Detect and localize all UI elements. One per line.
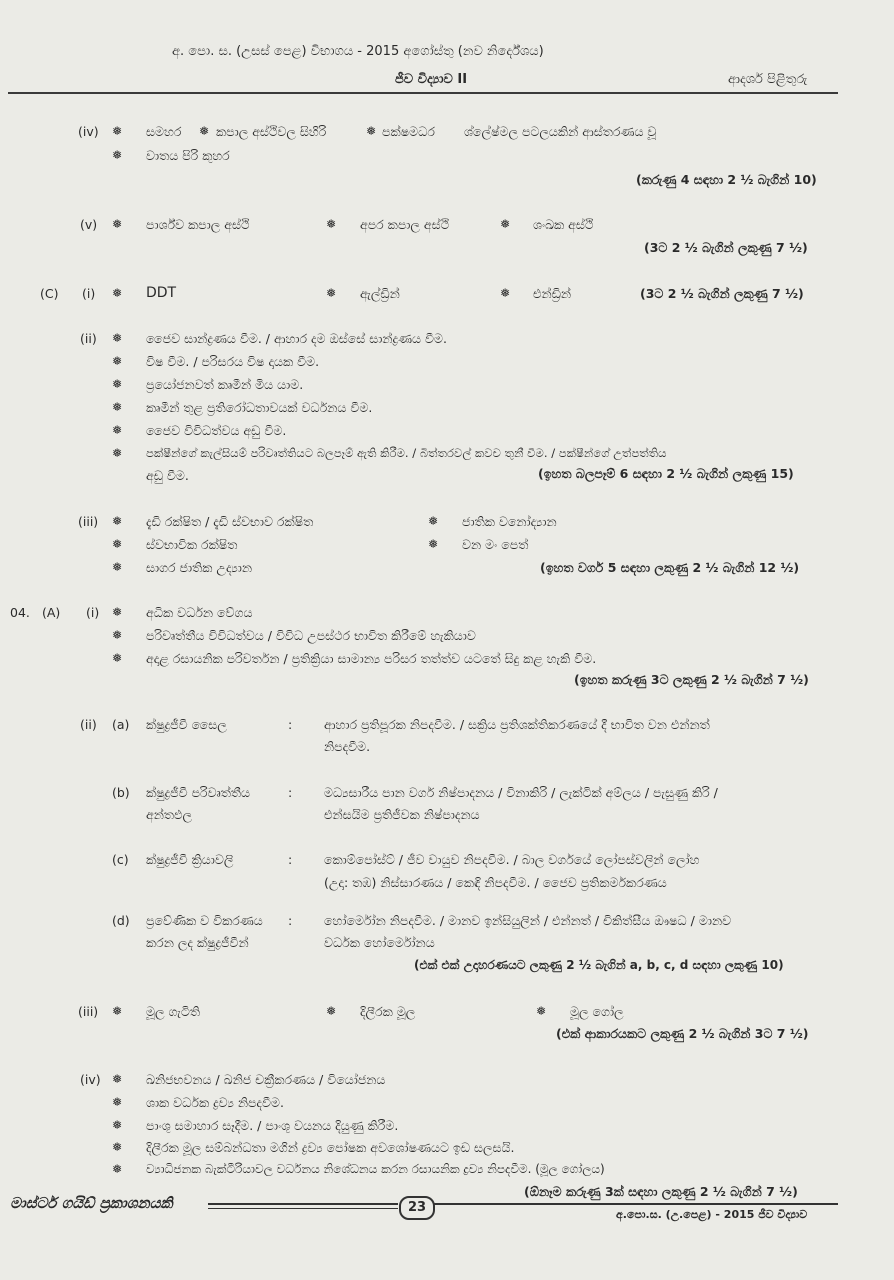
q4-ii-term: ක්ෂුද්‍රජීවී පරිවෘත්තීය — [146, 785, 250, 800]
q4-ii-number: (ii) — [80, 717, 97, 732]
q4-i-item: පරිවෘත්තීය විවිධත්වය / විවිධ උපස්ථර භාවිත කිරීමේ හැකියාව — [146, 628, 476, 643]
page-number: 23 — [399, 1196, 435, 1220]
bullet-icon: ❅ — [112, 124, 123, 138]
exam-title: අ. පො. ස. (උසස් පෙළ) විභාගය - 2015 අගෝස්තු (නව නිර්දේශය) — [172, 44, 544, 59]
q3c-label: (C) — [40, 286, 59, 301]
q3b-iv-item: කපාල අස්ථිවල සිහිරි — [216, 124, 327, 139]
bullet-icon: ❅ — [326, 217, 337, 231]
q4-i-item: අදාළ රසායනික පරිවර්තන / ප්‍රතික්‍රියා සාමාන්‍ය පරිසර තත්ත්ව යටතේ සිදු කළ හැකි වීම. — [146, 651, 597, 666]
q3b-iv-item: පක්ෂමධර — [382, 124, 435, 139]
q4-label: (A) — [42, 605, 61, 620]
bullet-icon: ❅ — [112, 651, 123, 665]
publisher-name: මාස්ටර් ගයිඩ් ප්‍රකාශනයකි — [10, 1194, 173, 1212]
q4-ii-term: ක්ෂුද්‍රජීවී සෛල — [146, 717, 227, 732]
q3c-ii-item: පක්ෂීන්ගේ කැල්සියම් පරිවෘත්තියට බලපෑම් ඇති කිරීම. / බිත්තරවල් කවච තුනී වීම. / පක්ෂීන්ගේ උත්පත්තිය — [146, 446, 667, 460]
q3b-iv-item: ශ්ලේෂ්මල පටලයකින් ආස්තරණය වූ — [464, 124, 657, 139]
colon: : — [288, 913, 293, 928]
q4-number: 04. — [10, 605, 30, 620]
q4-ii-term: කරන ලද ක්ෂුද්‍රජීවීන් — [146, 935, 249, 950]
q4-iv-item: ව්‍යාධිජනක බැක්ටීරියාවල වර්ධනය නිශේධනය කරන රසායනික ද්‍රව්‍ය නිපදවීම. (මූල ගෝලය) — [146, 1162, 605, 1176]
q3c-iii-item: ස්වභාවික රක්ෂිත — [146, 537, 238, 552]
q3c-ii-marks: (ඉහත බලපෑම් 6 සඳහා 2 ½ බැගින් ලකුණු 15) — [538, 466, 794, 481]
bullet-icon: ❅ — [112, 377, 123, 391]
colon: : — [288, 717, 293, 732]
bullet-icon: ❅ — [112, 1118, 123, 1132]
bullet-icon: ❅ — [428, 537, 439, 551]
bullet-icon: ❅ — [112, 286, 123, 300]
q3c-ii-item: ජෛව සාන්ද්‍රණය වීම. / ආහාර දම ඔස්සේ සාන්ද්‍රණය වීම. — [146, 331, 447, 346]
q4-i-item: අධික වර්ධන වේගය — [146, 605, 253, 620]
bullet-icon: ❅ — [366, 124, 377, 138]
bullet-icon: ❅ — [199, 124, 210, 138]
q3c-iii-number: (iii) — [78, 514, 99, 529]
q4-iv-marks: (ඕනෑම කරුණු 3ක් සඳහා ලකුණු 2 ½ බැගින් 7 ½) — [524, 1184, 798, 1199]
q3c-iii-marks: (ඉහත වර්ග 5 සඳහා ලකුණු 2 ½ බැගින් 12 ½) — [540, 560, 800, 575]
q3c-ii-item: කෘමීන් තුළ ප්‍රතිරෝධතාවයක් වර්ධනය වීම. — [146, 400, 373, 415]
q4-iii-marks: (එක් ආකාරයකට ලකුණු 2 ½ බැගින් 3ට 7 ½) — [556, 1026, 809, 1041]
q3c-i-item: එන්ඩ්‍රින් — [533, 286, 572, 301]
q4-ii-marks: (එක් එක් උදාහරණයට ලකුණු 2 ½ බැගින් a, b, c, d සඳහා ලකුණු 10) — [414, 958, 784, 972]
bullet-icon: ❅ — [326, 286, 337, 300]
q3c-iii-item: දැඩි රක්ෂිත / දැඩි ස්වභාව රක්ෂිත — [146, 514, 314, 529]
q3b-iv-marks: (කරුණු 4 සඳහා 2 ½ බැගින් 10) — [636, 172, 817, 187]
q4-ii-letter: (b) — [112, 785, 130, 800]
bullet-icon: ❅ — [112, 628, 123, 642]
bullet-icon: ❅ — [112, 605, 123, 619]
q4-i-marks: (ඉහත කරුණු 3ට ලකුණු 2 ½ බැගින් 7 ½) — [574, 672, 809, 687]
footer-rule — [208, 1203, 398, 1205]
q4-iii-item: දිලීරක මූල — [360, 1004, 416, 1019]
q3c-i-item: ඇල්ඩ්‍රින් — [360, 286, 400, 301]
q3c-ii-item: විෂ වීම. / පරිසරය විෂ දායක වීම. — [146, 354, 320, 369]
q3b-v-number: (v) — [80, 217, 98, 232]
bullet-icon: ❅ — [112, 514, 123, 528]
answer-label: ආදර්ශ පිළිතුරු — [728, 72, 808, 87]
q4-ii-desc: නිපදවීම. — [324, 739, 371, 754]
q4-iv-item: ශාක වර්ධක ද්‍රව්‍ය නිපදවීම. — [146, 1095, 284, 1110]
q3c-i-marks: (3ට 2 ½ බැගින් ලකුණු 7 ½) — [640, 286, 804, 301]
bullet-icon: ❅ — [112, 1072, 123, 1086]
bullet-icon: ❅ — [500, 217, 511, 231]
bullet-icon: ❅ — [112, 1095, 123, 1109]
q4-ii-desc: වර්ධක හෝර්මෝනය — [324, 935, 435, 950]
bullet-icon: ❅ — [112, 1162, 123, 1176]
q3c-i-number: (i) — [82, 286, 96, 301]
q3b-v-item: ශංඛක අස්ථි — [533, 217, 594, 232]
q4-iii-number: (iii) — [78, 1004, 99, 1019]
bullet-icon: ❅ — [112, 537, 123, 551]
q3c-iii-item: ජාතික වනෝද්‍යාන — [462, 514, 557, 529]
q4-ii-letter: (c) — [112, 852, 129, 867]
q3c-iii-item: සාගර ජාතික උද්‍යාන — [146, 560, 252, 575]
q3c-ii-item: ජෛව විවිධත්වය අඩු වීම. — [146, 423, 287, 438]
colon: : — [288, 785, 293, 800]
bullet-icon: ❅ — [112, 148, 123, 162]
footer-rule — [208, 1208, 398, 1209]
bullet-icon: ❅ — [112, 1140, 123, 1154]
bullet-icon: ❅ — [326, 1004, 337, 1018]
q4-iii-item: මූල ගෝල — [570, 1004, 624, 1019]
bullet-icon: ❅ — [112, 1004, 123, 1018]
q3b-iv-item: වාතය පිරි කුහර — [146, 148, 230, 163]
q3b-v-item: අපර කපාල අස්ථි — [360, 217, 450, 232]
header-rule — [8, 92, 838, 94]
q3c-ii-item: ප්‍රයෝජනවත් කෘමීන් මිය යාම. — [146, 377, 304, 392]
footer-rule — [433, 1203, 838, 1205]
bullet-icon: ❅ — [536, 1004, 547, 1018]
subject-title: ජීව විද්‍යාව II — [395, 72, 468, 87]
q4-ii-desc: එන්සයිම ප්‍රතිජීවක නිෂ්පාදනය — [324, 807, 480, 822]
q4-iv-item: දිලීරක මූල සම්බන්ධතා මගින් ද්‍රව්‍ය පෝෂක අවශෝෂණයට ඉඩ සලසයි. — [146, 1140, 515, 1155]
bullet-icon: ❅ — [112, 446, 123, 460]
q4-ii-desc: මධ්‍යසාරීය පාන වර්ග නිෂ්පාදනය / විනාකිරි / ලැක්ටික් අම්ලය / පැසුණු කිරි / — [324, 785, 718, 800]
q4-iv-item: ඛනිජභවනය / ඛනිජ චක්‍රීකරණය / වියෝජනය — [146, 1072, 386, 1087]
q4-ii-letter: (d) — [112, 913, 130, 928]
q4-ii-letter: (a) — [112, 717, 130, 732]
bullet-icon: ❅ — [428, 514, 439, 528]
q4-iii-item: මූල ගැටිති — [146, 1004, 201, 1019]
q4-ii-term: ප්‍රවේණික ව විකරණය — [146, 913, 263, 928]
q4-ii-term: අන්තඵල — [146, 807, 193, 822]
bullet-icon: ❅ — [500, 286, 511, 300]
q4-ii-desc: (උදා: තඹ) නිස්සාරණය / කෙඳි නිපදවීම. / ජෛව ප්‍රතිකර්මකරණය — [324, 875, 667, 890]
q4-i-number: (i) — [86, 605, 100, 620]
q4-ii-desc: හෝර්මෝන නිපදවීම. / මානව ඉන්සියුලින් / එන්නත් / චිකිත්සීය ඖෂධ / මානව — [324, 913, 732, 928]
q3c-ii-number: (ii) — [80, 331, 97, 346]
q3b-v-item: පාර්ශ්ව කපාල අස්ථි — [146, 217, 250, 232]
q3b-v-marks: (3ට 2 ½ බැගින් ලකුණු 7 ½) — [644, 240, 808, 255]
bullet-icon: ❅ — [112, 560, 123, 574]
bullet-icon: ❅ — [112, 331, 123, 345]
bullet-icon: ❅ — [112, 423, 123, 437]
q4-iv-item: පාංශු සමාහාර සෑදීම. / පාංශු වයනය දියුණු කිරීම. — [146, 1118, 399, 1133]
bullet-icon: ❅ — [112, 354, 123, 368]
q3c-iii-item: වන මං පෙත් — [462, 537, 529, 552]
bullet-icon: ❅ — [112, 217, 123, 231]
colon: : — [288, 852, 293, 867]
q4-ii-desc: කොම්පෝස්ට් / ජීව වායුව නිපදවීම. / බාල වර්ගයේ ලෝපස්වලින් ලෝහ — [324, 852, 700, 867]
bullet-icon: ❅ — [112, 400, 123, 414]
q3b-iv-item: සමහර — [146, 124, 182, 139]
q4-ii-desc: ආහාර ප්‍රතිපූරක නිපදවීම. / සක්‍රිය ප්‍රතිශක්තිකරණයේ දී භාවිත වන එන්නත් — [324, 717, 710, 732]
q3c-i-item: DDT — [146, 285, 177, 301]
q4-iv-number: (iv) — [80, 1072, 101, 1087]
q4-ii-term: ක්ෂුද්‍රජීවී ක්‍රියාවලි — [146, 852, 234, 867]
footer-subject: අ.පො.ස. (උ.පෙළ) - 2015 ජීව විද්‍යාව — [616, 1208, 808, 1221]
q3b-iv-number: (iv) — [78, 124, 99, 139]
q3c-ii-item: අඩු වීම. — [146, 468, 189, 483]
